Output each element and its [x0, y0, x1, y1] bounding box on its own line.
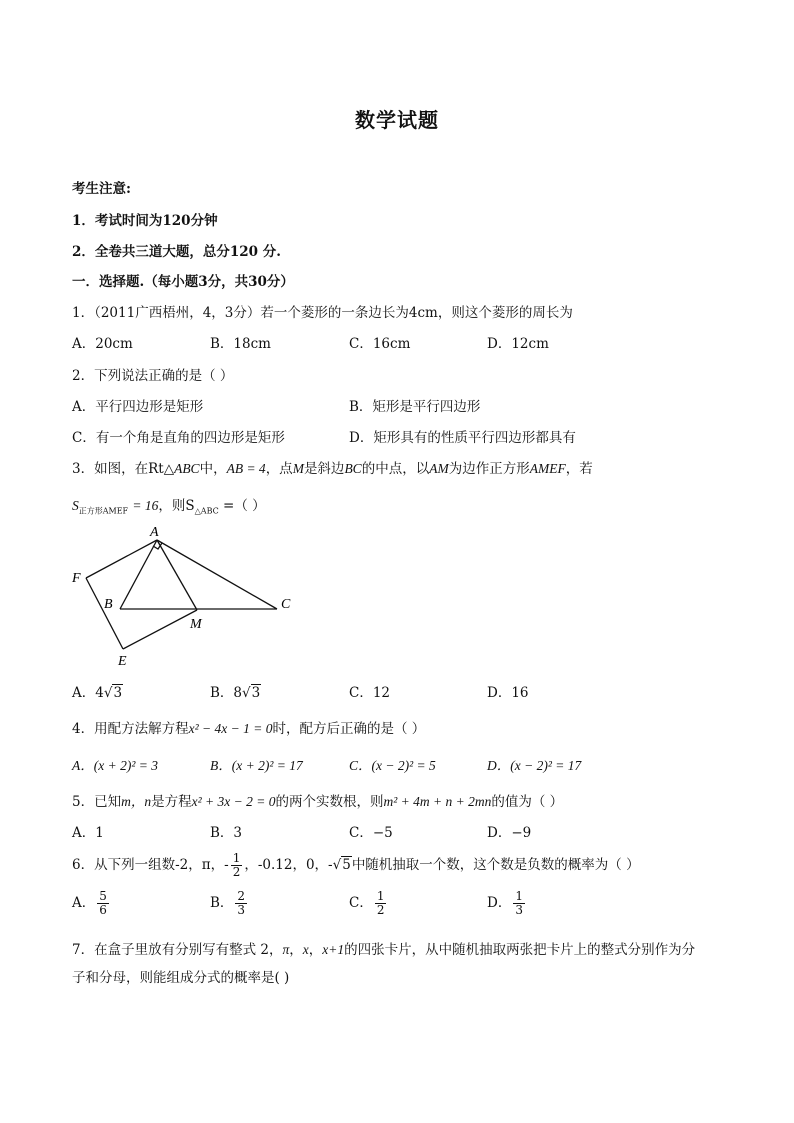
- notice-item-2: 2．全卷共三道大题，总分120 分.: [72, 244, 281, 260]
- question-5-stem: 5．已知m，n是方程x² + 3x − 2 = 0的两个实数根，则m² + 4m + n + 2mn的值为（ ）: [72, 794, 564, 810]
- q3-option-c: C．12: [349, 685, 391, 701]
- question-1-stem: 1．（2011广西梧州，4，3分）若一个菱形的一条边长为4cm，则这个菱形的周长为: [72, 305, 573, 321]
- q1-option-d: D．12cm: [487, 336, 549, 352]
- q2-option-d: D．矩形具有的性质平行四边形都具有: [349, 430, 576, 446]
- question-3-stem: 3．如图，在Rt△ABC中，AB = 4，点M是斜边BC的中点，以AM为边作正方形AMEF，若: [72, 461, 593, 477]
- question-6-stem: 6．从下列一组数-2，π，- $\frac{1}{2}$ ，-0.12，0，-√5中随机抽取一个数，这个数是负数的概率为（ ）: [72, 851, 640, 879]
- q5-option-b: B．3: [210, 825, 243, 841]
- q2-option-a: A．平行四边形是矩形: [72, 399, 204, 415]
- q6-option-a: A． $\frac{5}{6}$: [72, 889, 107, 917]
- label-b: B: [104, 597, 113, 612]
- question-3-condition: $S_{正方形AMEF} = 16$，则$S_{\triangle ABC}$ =（ ）: [72, 498, 266, 516]
- q6-option-c: C． $\frac{1}{2}$: [349, 889, 385, 917]
- q3-option-b: B．8√3: [210, 685, 261, 701]
- q5-option-c: C．−5: [349, 825, 393, 841]
- q5-option-a: A．1: [72, 825, 104, 841]
- q1-option-a: A．20cm: [72, 336, 133, 352]
- label-e: E: [118, 654, 127, 669]
- q2-option-b: B．矩形是平行四边形: [349, 399, 481, 415]
- question-7-stem-line2: 子和分母，则能组成分式的概率是( ): [72, 970, 290, 986]
- label-a: A: [150, 525, 159, 540]
- q4-option-b: B．(x + 2)² = 17: [210, 758, 303, 773]
- q6-option-d: D． $\frac{1}{3}$: [487, 889, 523, 917]
- q4-option-c: C．(x − 2)² = 5: [349, 758, 436, 773]
- q1-option-c: C．16cm: [349, 336, 411, 352]
- q5-option-d: D．−9: [487, 825, 532, 841]
- q3-option-a: A．4√3: [72, 685, 123, 701]
- label-c: C: [281, 597, 291, 612]
- geometry-figure: [70, 522, 310, 672]
- section-heading: 一．选择题.（每小题3分，共30分）: [72, 274, 294, 290]
- label-f: F: [72, 571, 81, 586]
- q1-option-b: B．18cm: [210, 336, 271, 352]
- notice-heading: 考生注意:: [72, 181, 131, 197]
- label-m: M: [190, 617, 202, 632]
- question-7-stem: 7．在盒子里放有分别写有整式 2，π，x，x+1的四张卡片，从中随机抽取两张把卡片上的整式分别作为分: [72, 942, 696, 958]
- notice-item-1: 1．考试时间为120分钟: [72, 213, 218, 229]
- question-2-stem: 2．下列说法正确的是（ ）: [72, 368, 234, 384]
- page-title: 数学试题: [355, 108, 439, 132]
- q2-option-c: C．有一个角是直角的四边形是矩形: [72, 430, 285, 446]
- q4-option-d: D．(x − 2)² = 17: [487, 758, 582, 773]
- q4-option-a: A．(x + 2)² = 3: [72, 758, 158, 773]
- question-4-stem: 4．用配方法解方程x² − 4x − 1 = 0时，配方后正确的是（ ）: [72, 721, 426, 737]
- q3-option-d: D．16: [487, 685, 529, 701]
- q6-option-b: B． $\frac{2}{3}$: [210, 889, 246, 917]
